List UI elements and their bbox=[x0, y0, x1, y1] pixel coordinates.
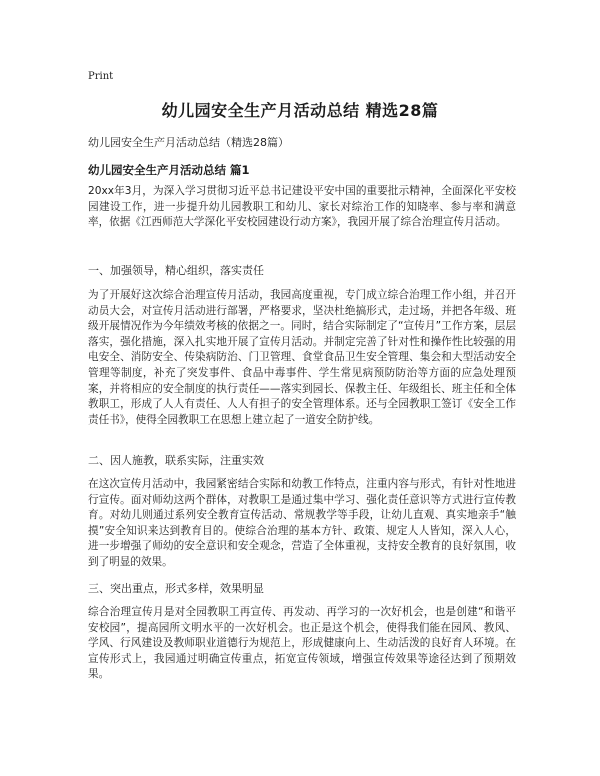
section-title: 幼儿园安全生产月活动总结 篇1 bbox=[88, 163, 250, 177]
print-link[interactable]: Print bbox=[88, 71, 114, 82]
document-title: 幼儿园安全生产月活动总结 精选28篇 bbox=[161, 101, 439, 120]
heading-focus: 三、突出重点，形式多样，效果明显 bbox=[88, 582, 264, 595]
heading-leadership: 一、加强领导，精心组织，落实责任 bbox=[88, 264, 264, 277]
paragraph-leadership: 为了开展好这次综合治理宣传月活动，我园高度重视，专门成立综合治理工作小组，并召开动员大会，对宣传月活动进行部署，严格要求，坚决杜绝搞形式，走过场，并把各年级、班级开展情况作为今年绩效考核的依据之一。同时，结合实际制定了“宣传月”工作方案，层层落实，强化措施，深入扎实地开展了宣传月活动。并制定完善了针对性和操作性比较强的用电安全、消防安全、传染病防治、门卫管理、食堂食品卫生安全管理、集会和大型活动安全管理等制度，补充了突发事件、食品中毒事件、学生常见病预防防治等方面的应急处理预案，并将相应的安全制度的执行责任——落实到园长、保教主任、年级组长、班主任和全体教职工，形成了人人有责任、人人有担子的安全管理体系。还与全园教职工签订《安全工作责任书》，使得全园教职工在思想上建立起了一道安全防护线。 bbox=[88, 289, 516, 426]
heading-teaching: 二、因人施教，联系实际，注重实效 bbox=[88, 454, 264, 467]
paragraph-intro: 20xx年3月，为深入学习贯彻习近平总书记建设平安中国的重要批示精神，全面深化平安校园建设工作，进一步提升幼儿园教职工和幼儿、家长对综治工作的知晓率、参与率和满意率，依据《江西师范大学深化平安校园建设行动方案》，我园开展了综合治理宣传月活动。 bbox=[88, 185, 516, 229]
document-subtitle: 幼儿园安全生产月活动总结（精选28篇） bbox=[88, 136, 289, 149]
paragraph-teaching: 在这次宣传月活动中，我园紧密结合实际和幼教工作特点，注重内容与形式，有针对性地进行宣传。面对师幼这两个群体，对教职工是通过集中学习、强化责任意识等方式进行宣传教育。对幼儿则通过系列安全教育宣传活动、常规教学等手段，让幼儿直观、真实地亲手“触摸”安全知识来达到教育目的。使综合治理的基本方针、政策、规定人人皆知，深入人心，进一步增强了师幼的安全意识和安全观念，营造了全体重视，支持安全教育的良好氛围，收到了明显的效果。 bbox=[88, 478, 516, 568]
paragraph-focus: 综合治理宣传月是对全园教职工再宣传、再发动、再学习的一次好机会，也是创建“和谐平安校园”，提高园所文明水平的一次好机会。也正是这个机会，使得我们能在园风、教风、学风、行风建设及教师职业道德行为规范上，形成健康向上、生动活泼的良好育人环境。在宣传形式上，我园通过明确宣传重点，拓宽宣传领域，增强宣传效果等途径达到了预期效果。 bbox=[88, 606, 516, 681]
